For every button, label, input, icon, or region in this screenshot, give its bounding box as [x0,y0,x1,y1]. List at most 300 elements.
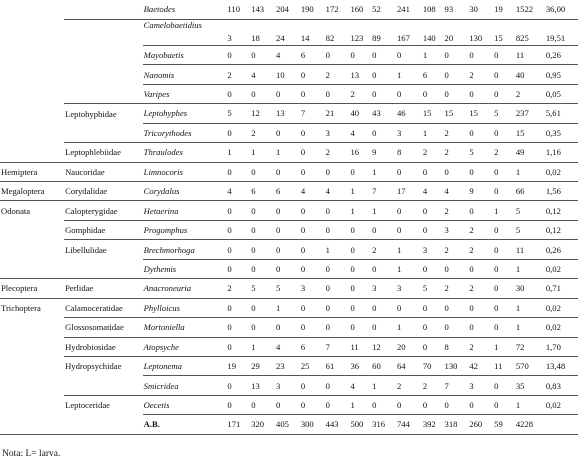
value-cell: 0 [226,240,250,259]
family-cell [64,19,143,45]
value-cell: 0 [226,162,250,181]
order-cell: Megaloptera [0,182,64,201]
value-cell: 4 [349,376,371,395]
value-cell: 0 [422,298,444,317]
value-cell: 72 [515,337,545,356]
value-cell: 0 [275,162,300,181]
value-cell: 1 [493,201,515,220]
value-cell: 0 [250,201,275,220]
family-cell: Hydropsychidae [65,361,122,372]
value-cell: 0 [325,84,350,103]
value-cell: 0 [493,279,515,298]
value-cell: 0 [371,395,396,414]
value-cell: 49 [515,143,545,162]
value-cell: 25 [300,356,325,375]
value-cell: 0 [371,45,396,64]
total-value-cell: 443 [325,415,350,434]
value-cell: 3 [468,376,493,395]
value-cell: 0,26 [545,45,578,64]
total-value-cell: 318 [444,415,469,434]
value-cell: 2 [493,143,515,162]
value-cell: 0 [493,220,515,239]
total-value-cell: 59 [493,415,515,434]
value-cell: 1 [515,259,545,278]
value-cell: 0 [422,318,444,337]
value-cell: 82 [325,19,350,45]
value-cell: 0 [300,395,325,414]
value-cell: 0 [300,318,325,337]
total-value-cell: 260 [468,415,493,434]
value-cell: 0 [349,279,371,298]
value-cell: 8 [396,143,422,162]
value-cell: 0,83 [545,376,578,395]
value-cell: 0 [371,123,396,142]
value-cell: 4 [275,45,300,64]
value-cell: 0,12 [545,201,578,220]
order-cell [0,0,64,19]
value-cell: 89 [371,19,396,45]
value-cell: 11 [515,45,545,64]
value-cell: 70 [422,356,444,375]
value-cell: 0,35 [545,123,578,142]
value-cell: 3 [300,279,325,298]
value-cell: 0 [226,318,250,337]
value-cell: 0 [325,259,350,278]
family-cell: Corydalidae [64,182,143,201]
value-cell: 0 [468,395,493,414]
genus-cell: Mortoniella [143,318,227,337]
family-cell: Leptoceridae [65,400,110,411]
value-cell: 4 [250,65,275,84]
value-cell: 1 [275,298,300,317]
value-cell: 1,70 [545,337,578,356]
value-cell: 0 [226,395,250,414]
value-cell: 4 [226,182,250,201]
value-cell: 2 [468,65,493,84]
value-cell: 1 [515,298,545,317]
value-cell: 0 [275,84,300,103]
value-cell: 21 [325,104,350,123]
value-cell: 36,00 [545,0,578,19]
value-cell: 4 [275,337,300,356]
family-cell: Glossosomatidae [64,318,143,337]
total-value-cell: 500 [349,415,371,434]
value-cell: 5 [493,104,515,123]
value-cell: 17 [396,182,422,201]
value-cell: 0 [493,259,515,278]
table-row [0,240,578,259]
family-cell [64,259,143,278]
value-cell: 10 [275,65,300,84]
family-cell: Naucoridae [64,162,143,181]
value-cell: 0 [396,84,422,103]
value-cell: 0 [226,45,250,64]
value-cell: 0 [325,201,350,220]
value-cell: 2 [422,376,444,395]
table-row [0,0,578,19]
value-cell: 140 [422,19,444,45]
value-cell: 0 [493,376,515,395]
value-cell: 0 [275,123,300,142]
value-cell: 0 [371,220,396,239]
value-cell: 0 [468,45,493,64]
value-cell: 0 [325,376,350,395]
value-cell: 0 [349,318,371,337]
value-cell: 0 [396,201,422,220]
value-cell: 0 [444,298,469,317]
value-cell: 0,02 [545,259,578,278]
value-cell: 2 [444,143,469,162]
value-cell: 0 [396,45,422,64]
family-cell [64,123,143,142]
value-cell: 0 [444,259,469,278]
value-cell: 0 [349,45,371,64]
value-cell: 0 [371,65,396,84]
value-cell: 160 [349,0,371,19]
empty-cell [0,415,64,434]
genus-cell: Dythemis [143,259,227,278]
value-cell: 64 [396,356,422,375]
family-cell: Perlidae [64,279,143,298]
value-cell: 60 [371,356,396,375]
value-cell: 12 [371,337,396,356]
order-cell: Hemiptera [0,162,64,181]
value-cell: 0 [275,240,300,259]
genus-cell: Thraulodes [143,143,227,162]
value-cell: 1,16 [545,143,578,162]
value-cell: 4 [444,182,469,201]
value-cell: 0 [275,201,300,220]
table-row [0,143,578,162]
value-cell: 2 [226,279,250,298]
value-cell: 3 [371,279,396,298]
value-cell: 15 [468,104,493,123]
value-cell: 0 [349,298,371,317]
value-cell: 5 [515,201,545,220]
order-cell: Trichoptera [1,303,41,314]
table-row [0,162,578,181]
value-cell: 0 [493,123,515,142]
value-cell: 0 [468,84,493,103]
order-cell [0,19,64,45]
value-cell: 2 [250,123,275,142]
table-row [0,298,578,317]
value-cell: 0 [325,318,350,337]
value-cell: 0 [396,162,422,181]
value-cell: 0 [493,65,515,84]
empty-cell [64,415,143,434]
family-cell: Calamoceratidae [64,298,143,317]
genus-cell: Hetaerina [143,201,227,220]
value-cell: 7 [444,376,469,395]
value-cell: 5 [515,220,545,239]
value-cell: 0 [325,395,350,414]
value-cell: 46 [396,104,422,123]
value-cell: 12 [250,104,275,123]
value-cell: 6 [300,337,325,356]
value-cell: 0 [300,123,325,142]
value-cell: 0,71 [545,279,578,298]
value-cell: 108 [422,0,444,19]
table-row [0,45,578,64]
table-row [0,318,578,337]
value-cell: 0 [493,298,515,317]
value-cell: 167 [396,19,422,45]
value-cell: 0 [250,318,275,337]
value-cell: 7 [300,104,325,123]
value-cell: 43 [371,104,396,123]
value-cell: 0 [468,201,493,220]
value-cell: 0 [226,376,250,395]
value-cell: 2 [444,123,469,142]
table-row [0,220,578,239]
value-cell: 35 [515,376,545,395]
value-cell: 0 [422,220,444,239]
value-cell: 0 [226,259,250,278]
value-cell: 5 [226,104,250,123]
order-cell [0,84,64,103]
value-cell: 1 [349,201,371,220]
value-cell: 0 [371,318,396,337]
value-cell: 40 [349,104,371,123]
value-cell: 0 [250,45,275,64]
value-cell: 0 [349,259,371,278]
value-cell: 0 [422,259,444,278]
total-value-cell: 405 [275,415,300,434]
value-cell: 0 [371,84,396,103]
value-cell: 29 [250,356,275,375]
value-cell: 0,26 [545,240,578,259]
value-cell: 0 [422,201,444,220]
value-cell: 5,61 [545,104,578,123]
value-cell: 8 [444,337,469,356]
genus-cell: Brechmorhoga [143,240,227,259]
value-cell: 1 [349,182,371,201]
value-cell: 143 [250,0,275,19]
value-cell: 0 [275,395,300,414]
value-cell: 93 [444,0,469,19]
family-cell: Leptohyphidae [65,108,117,119]
value-cell: 2 [226,65,250,84]
value-cell: 0 [371,298,396,317]
value-cell: 3 [396,279,422,298]
value-cell: 0 [493,45,515,64]
order-cell [0,104,64,123]
value-cell: 0 [468,162,493,181]
value-cell: 0 [444,395,469,414]
value-cell: 15 [422,104,444,123]
value-cell: 204 [275,0,300,19]
family-cell: Calopterygidae [64,201,143,220]
value-cell: 0 [422,337,444,356]
value-cell: 0 [422,84,444,103]
value-cell: 1 [250,337,275,356]
value-cell: 0 [349,162,371,181]
genus-cell: Mayobaetis [143,45,227,64]
value-cell: 6 [250,182,275,201]
value-cell: 2 [349,84,371,103]
value-cell: 4 [422,182,444,201]
value-cell: 1 [396,259,422,278]
value-cell: 0 [300,201,325,220]
value-cell: 570 [515,356,545,375]
total-value-cell: 171 [226,415,250,434]
value-cell: 0,95 [545,65,578,84]
value-cell: 23 [275,356,300,375]
value-cell: 0 [250,298,275,317]
value-cell: 0 [468,123,493,142]
value-cell: 1 [422,123,444,142]
value-cell: 237 [515,104,545,123]
value-cell: 6 [300,45,325,64]
order-cell [0,337,64,356]
total-value-cell: 316 [371,415,396,434]
value-cell: 24 [275,19,300,45]
table-row [0,123,578,142]
value-cell: 0 [396,220,422,239]
value-cell: 9 [371,143,396,162]
total-value-cell: 744 [396,415,422,434]
value-cell: 3 [275,376,300,395]
value-cell: 2 [444,279,469,298]
value-cell: 61 [325,356,350,375]
value-cell: 0 [300,259,325,278]
value-cell: 2 [468,240,493,259]
genus-cell: Leptonema [143,356,227,375]
value-cell: 20 [444,19,469,45]
value-cell: 0 [275,259,300,278]
order-cell [0,123,64,142]
table-row [0,259,578,278]
value-cell: 1 [515,162,545,181]
total-value-cell: 300 [300,415,325,434]
value-cell: 0,02 [545,298,578,317]
value-cell: 0 [300,240,325,259]
value-cell: 19,51 [545,19,578,45]
table-row [0,356,578,375]
value-cell: 52 [371,0,396,19]
value-cell: 0 [226,84,250,103]
total-value-cell: 320 [250,415,275,434]
genus-cell: Baetodes [143,0,227,19]
value-cell: 3 [444,220,469,239]
value-cell: 66 [515,182,545,201]
value-cell: 2 [325,65,350,84]
value-cell: 30 [515,279,545,298]
value-cell: 1 [226,143,250,162]
table-row [0,182,578,201]
value-cell: 3 [325,123,350,142]
table-row [0,376,578,395]
genus-cell: Oecetis [143,395,227,414]
value-cell: 1 [275,143,300,162]
table-row [0,84,578,103]
order-cell [0,220,64,239]
value-cell: 9 [468,182,493,201]
value-cell: 0 [300,162,325,181]
value-cell: 3 [422,240,444,259]
total-row [0,415,578,434]
value-cell: 11 [515,240,545,259]
value-cell: 2 [444,201,469,220]
value-cell: 2 [515,84,545,103]
value-cell: 13 [349,65,371,84]
value-cell: 0 [493,84,515,103]
value-cell: 1 [396,65,422,84]
total-label: A.B. [143,415,227,434]
value-cell: 0 [325,279,350,298]
table-row [0,337,578,356]
value-cell: 1 [493,337,515,356]
value-cell: 2 [325,143,350,162]
genus-cell: Smicridea [143,376,227,395]
value-cell: 0 [396,395,422,414]
value-cell: 130 [444,356,469,375]
value-cell: 110 [226,0,250,19]
value-cell: 241 [396,0,422,19]
family-cell [64,45,143,64]
value-cell: 15 [444,104,469,123]
value-cell: 0 [468,298,493,317]
total-value-cell [545,415,578,434]
value-cell: 0,02 [545,395,578,414]
genus-cell: Corydalus [143,182,227,201]
table-row [0,395,578,414]
value-cell: 825 [515,19,545,45]
value-cell: 0 [300,220,325,239]
value-cell: 0 [325,162,350,181]
value-cell: 4 [300,182,325,201]
value-cell: 2 [371,240,396,259]
value-cell: 0 [371,259,396,278]
value-cell: 0 [468,318,493,337]
value-cell: 18 [250,19,275,45]
value-cell: 2 [444,240,469,259]
value-cell: 130 [468,19,493,45]
family-cell [64,84,143,103]
value-cell: 0,02 [545,318,578,337]
value-cell: 0 [349,240,371,259]
value-cell: 2 [468,279,493,298]
value-cell: 42 [468,356,493,375]
value-cell: 0 [349,220,371,239]
value-cell: 0 [300,65,325,84]
value-cell: 13 [250,376,275,395]
order-cell [0,143,64,162]
value-cell: 0 [226,201,250,220]
value-cell: 3 [396,123,422,142]
value-cell: 0 [493,240,515,259]
value-cell: 0 [250,395,275,414]
value-cell: 5 [275,279,300,298]
value-cell: 1 [422,45,444,64]
family-cell: Gomphidae [64,220,143,239]
value-cell: 1 [515,318,545,337]
value-cell: 0 [444,45,469,64]
value-cell: 15 [493,19,515,45]
value-cell: 190 [300,0,325,19]
value-cell: 5 [250,279,275,298]
value-cell: 7 [325,337,350,356]
value-cell: 1 [396,318,422,337]
value-cell: 1 [250,143,275,162]
value-cell: 0,05 [545,84,578,103]
value-cell: 11 [493,356,515,375]
genus-cell: Atopsyche [143,337,227,356]
value-cell: 0 [226,298,250,317]
value-cell: 1 [371,201,396,220]
genus-cell: Phylloicus [143,298,227,317]
